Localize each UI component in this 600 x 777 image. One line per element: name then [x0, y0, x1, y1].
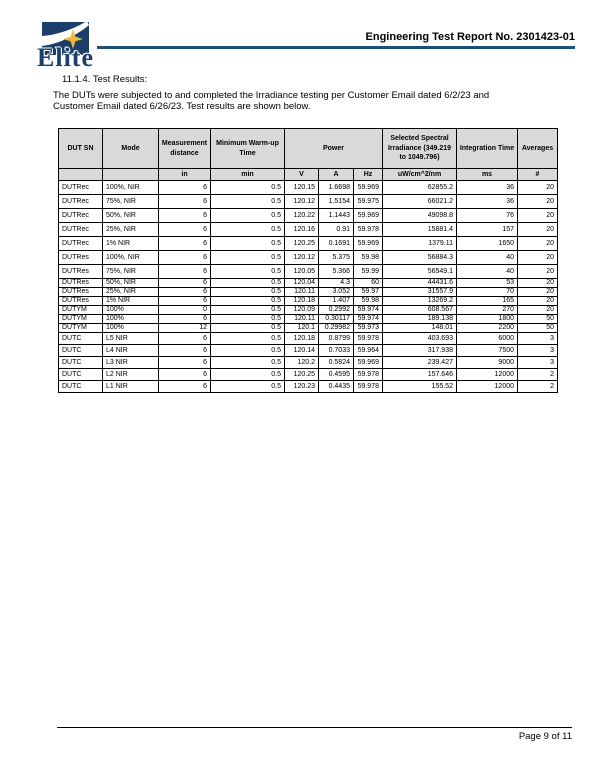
- unit-mode: [103, 169, 159, 181]
- cell: 50: [518, 324, 558, 333]
- table-row: [59, 297, 558, 306]
- cell: 4.3: [319, 279, 354, 288]
- cell: 0.5: [211, 279, 285, 288]
- cell: 53: [457, 279, 518, 288]
- cell: 1650: [457, 237, 518, 251]
- cell: 59.973: [354, 324, 383, 333]
- cell: 20: [518, 265, 558, 279]
- cell: DUTYM: [59, 306, 103, 315]
- table-row: [59, 369, 558, 381]
- cell: 12000: [457, 381, 518, 393]
- table-row: [59, 345, 558, 357]
- cell: 3: [518, 333, 558, 345]
- cell: 120.18: [285, 297, 319, 306]
- cell: 12: [159, 324, 211, 333]
- cell: 100%: [103, 306, 159, 315]
- col-averages: Averages: [518, 129, 558, 169]
- unit-measurement-distance: in: [159, 169, 211, 181]
- cell: 49098.8: [383, 209, 457, 223]
- cell: 76: [457, 209, 518, 223]
- cell: 6: [159, 381, 211, 393]
- cell: 6: [159, 265, 211, 279]
- cell: DUTRec: [59, 181, 103, 195]
- table-row: [59, 324, 558, 333]
- cell: 25%, NIR: [103, 288, 159, 297]
- cell: 0.5: [211, 381, 285, 393]
- unit-hz: Hz: [354, 169, 383, 181]
- cell: 120.25: [285, 237, 319, 251]
- table-row: [59, 223, 558, 237]
- cell: 0.5: [211, 333, 285, 345]
- cell: 0.5: [211, 251, 285, 265]
- table-row: [59, 357, 558, 369]
- cell: 20: [518, 195, 558, 209]
- cell: 0.5: [211, 288, 285, 297]
- report-title: Engineering Test Report No. 2301423-01: [365, 31, 575, 43]
- cell: 59.99: [354, 265, 383, 279]
- cell: 120.22: [285, 209, 319, 223]
- cell: 6: [159, 345, 211, 357]
- cell: 120.05: [285, 265, 319, 279]
- cell: L4 NIR: [103, 345, 159, 357]
- cell: L3 NIR: [103, 357, 159, 369]
- table-row: [59, 288, 558, 297]
- header-row-units: [59, 169, 558, 181]
- cell: 20: [518, 181, 558, 195]
- cell: L5 NIR: [103, 333, 159, 345]
- cell: 120.14: [285, 345, 319, 357]
- cell: 60: [354, 279, 383, 288]
- cell: 100%, NIR: [103, 251, 159, 265]
- cell: 59.978: [354, 369, 383, 381]
- section-heading: 11.1.4. Test Results:: [62, 74, 148, 85]
- cell: 1800: [457, 315, 518, 324]
- cell: 20: [518, 288, 558, 297]
- cell: 120.18: [285, 333, 319, 345]
- cell: 50%, NIR: [103, 209, 159, 223]
- cell: 70: [457, 288, 518, 297]
- cell: 0: [159, 306, 211, 315]
- cell: 6: [159, 315, 211, 324]
- cell: 20: [518, 251, 558, 265]
- cell: 6: [159, 181, 211, 195]
- cell: 59.978: [354, 381, 383, 393]
- header-row-labels: [59, 129, 558, 169]
- cell: 59.978: [354, 333, 383, 345]
- unit-amps: A: [319, 169, 354, 181]
- cell: 59.98: [354, 251, 383, 265]
- table-row: [59, 195, 558, 209]
- cell: 6: [159, 195, 211, 209]
- cell: DUTC: [59, 369, 103, 381]
- cell: 0.5: [211, 324, 285, 333]
- cell: 3.052: [319, 288, 354, 297]
- col-integration-time: Integration Time: [457, 129, 518, 169]
- cell: 0.2992: [319, 306, 354, 315]
- unit-count: #: [518, 169, 558, 181]
- cell: 1.1443: [319, 209, 354, 223]
- cell: 120.11: [285, 315, 319, 324]
- cell: 59.978: [354, 223, 383, 237]
- col-power-group: Power: [285, 129, 383, 169]
- cell: 2: [518, 381, 558, 393]
- cell: 15881.4: [383, 223, 457, 237]
- cell: 36: [457, 195, 518, 209]
- cell: 40: [457, 251, 518, 265]
- cell: 403.693: [383, 333, 457, 345]
- cell: 120.12: [285, 251, 319, 265]
- cell: 6: [159, 357, 211, 369]
- page-number: Page 9 of 11: [518, 731, 572, 742]
- cell: 1.5154: [319, 195, 354, 209]
- cell: 6: [159, 237, 211, 251]
- cell: L2 NIR: [103, 369, 159, 381]
- cell: 100%, NIR: [103, 181, 159, 195]
- unit-dut-sn: [59, 169, 103, 181]
- cell: 20: [518, 209, 558, 223]
- cell: 317.938: [383, 345, 457, 357]
- cell: 270: [457, 306, 518, 315]
- cell: 0.4595: [319, 369, 354, 381]
- cell: DUTRec: [59, 209, 103, 223]
- intro-line-2: Customer Email dated 6/26/23. Test results are shown below.: [53, 101, 311, 112]
- cell: 6: [159, 288, 211, 297]
- cell: 56549.1: [383, 265, 457, 279]
- cell: 20: [518, 279, 558, 288]
- cell: 59.974: [354, 315, 383, 324]
- intro-paragraph: [53, 90, 573, 112]
- cell: DUTRes: [59, 251, 103, 265]
- cell: 36: [457, 181, 518, 195]
- cell: 120.15: [285, 181, 319, 195]
- cell: 0.91: [319, 223, 354, 237]
- cell: 0.5: [211, 306, 285, 315]
- cell: 1% NIR: [103, 297, 159, 306]
- cell: 50: [518, 315, 558, 324]
- cell: 59.975: [354, 195, 383, 209]
- cell: 120.12: [285, 195, 319, 209]
- cell: 25%, NIR: [103, 223, 159, 237]
- cell: 59.969: [354, 357, 383, 369]
- intro-line-1: The DUTs were subjected to and completed the Irradiance testing per Customer Email dated 6/2/23 and: [53, 90, 490, 101]
- table-row: [59, 315, 558, 324]
- cell: 0.5: [211, 369, 285, 381]
- cell: DUTC: [59, 345, 103, 357]
- cell: 0.5: [211, 297, 285, 306]
- cell: 50%, NIR: [103, 279, 159, 288]
- cell: DUTRes: [59, 297, 103, 306]
- cell: 6: [159, 223, 211, 237]
- cell: 0.5: [211, 315, 285, 324]
- cell: 59.969: [354, 181, 383, 195]
- cell: 59.964: [354, 345, 383, 357]
- cell: 608.567: [383, 306, 457, 315]
- table-row: [59, 306, 558, 315]
- cell: 6: [159, 251, 211, 265]
- cell: 6: [159, 209, 211, 223]
- cell: 0.5824: [319, 357, 354, 369]
- col-mode: Mode: [103, 129, 159, 169]
- cell: 75%, NIR: [103, 195, 159, 209]
- cell: DUTC: [59, 357, 103, 369]
- cell: 148.01: [383, 324, 457, 333]
- cell: 2200: [457, 324, 518, 333]
- cell: 120.1: [285, 324, 319, 333]
- cell: DUTRes: [59, 288, 103, 297]
- cell: 13269.2: [383, 297, 457, 306]
- cell: 0.4435: [319, 381, 354, 393]
- cell: DUTRes: [59, 279, 103, 288]
- col-dut-sn: DUT SN: [59, 129, 103, 169]
- cell: 3: [518, 357, 558, 369]
- cell: 0.29982: [319, 324, 354, 333]
- cell: 6: [159, 279, 211, 288]
- cell: 6000: [457, 333, 518, 345]
- table-row: [59, 251, 558, 265]
- cell: 0.5: [211, 181, 285, 195]
- cell: 0.5: [211, 223, 285, 237]
- unit-volts: V: [285, 169, 319, 181]
- col-measurement-distance: Measurement distance: [159, 129, 211, 169]
- unit-irradiance: uW/cm^2/nm: [383, 169, 457, 181]
- cell: 239.427: [383, 357, 457, 369]
- cell: 189.138: [383, 315, 457, 324]
- cell: 120.16: [285, 223, 319, 237]
- cell: 31557.9: [383, 288, 457, 297]
- cell: 165: [457, 297, 518, 306]
- col-spectral-irradiance: Selected Spectral Irradiance (349.219 to 1049.796): [383, 129, 457, 169]
- cell: 62855.2: [383, 181, 457, 195]
- cell: 1% NIR: [103, 237, 159, 251]
- cell: 5.375: [319, 251, 354, 265]
- cell: 0.7033: [319, 345, 354, 357]
- table-row: [59, 265, 558, 279]
- cell: 120.11: [285, 288, 319, 297]
- table-header: [59, 129, 558, 181]
- cell: 59.98: [354, 297, 383, 306]
- cell: DUTRec: [59, 195, 103, 209]
- cell: 66021.2: [383, 195, 457, 209]
- cell: 12000: [457, 369, 518, 381]
- cell: 100%: [103, 324, 159, 333]
- cell: 0.5: [211, 357, 285, 369]
- cell: 7500: [457, 345, 518, 357]
- cell: 0.5: [211, 345, 285, 357]
- footer-rule: [57, 727, 572, 728]
- cell: 120.04: [285, 279, 319, 288]
- cell: DUTYM: [59, 324, 103, 333]
- cell: DUTC: [59, 381, 103, 393]
- cell: 20: [518, 237, 558, 251]
- cell: 120.25: [285, 369, 319, 381]
- cell: 0.5: [211, 265, 285, 279]
- logo-text: Elite: [37, 43, 94, 72]
- cell: 0.8799: [319, 333, 354, 345]
- cell: 56884.3: [383, 251, 457, 265]
- cell: 155.52: [383, 381, 457, 393]
- cell: 75%, NIR: [103, 265, 159, 279]
- header-rule: [97, 46, 575, 49]
- cell: 59.97: [354, 288, 383, 297]
- cell: 5.366: [319, 265, 354, 279]
- cell: 0.5: [211, 195, 285, 209]
- table-row: [59, 279, 558, 288]
- col-warmup-time: Minimum Warm-up Time: [211, 129, 285, 169]
- cell: L1 NIR: [103, 381, 159, 393]
- cell: 100%: [103, 315, 159, 324]
- unit-ms: ms: [457, 169, 518, 181]
- cell: 44431.6: [383, 279, 457, 288]
- cell: 20: [518, 223, 558, 237]
- results-table-body: [59, 181, 558, 393]
- cell: 0.5: [211, 209, 285, 223]
- unit-warmup-time: min: [211, 169, 285, 181]
- cell: 120.09: [285, 306, 319, 315]
- cell: 1.407: [319, 297, 354, 306]
- table-row: [59, 181, 558, 195]
- cell: 20: [518, 306, 558, 315]
- results-table: [58, 128, 558, 393]
- cell: 0.30117: [319, 315, 354, 324]
- cell: 20: [518, 297, 558, 306]
- cell: 120.23: [285, 381, 319, 393]
- cell: 2: [518, 369, 558, 381]
- cell: 0.1691: [319, 237, 354, 251]
- table-row: [59, 237, 558, 251]
- cell: 59.974: [354, 306, 383, 315]
- cell: DUTRec: [59, 237, 103, 251]
- table-row: [59, 209, 558, 223]
- cell: 157: [457, 223, 518, 237]
- cell: 6: [159, 297, 211, 306]
- table-row: [59, 333, 558, 345]
- cell: 0.5: [211, 237, 285, 251]
- cell: DUTYM: [59, 315, 103, 324]
- cell: 157.646: [383, 369, 457, 381]
- cell: 6: [159, 369, 211, 381]
- cell: 6: [159, 333, 211, 345]
- cell: 1.6698: [319, 181, 354, 195]
- cell: 1379.11: [383, 237, 457, 251]
- cell: 9000: [457, 357, 518, 369]
- cell: 120.2: [285, 357, 319, 369]
- cell: 3: [518, 345, 558, 357]
- cell: DUTC: [59, 333, 103, 345]
- cell: DUTRes: [59, 265, 103, 279]
- cell: DUTRec: [59, 223, 103, 237]
- cell: 59.969: [354, 209, 383, 223]
- cell: 59.969: [354, 237, 383, 251]
- cell: 40: [457, 265, 518, 279]
- table-row: [59, 381, 558, 393]
